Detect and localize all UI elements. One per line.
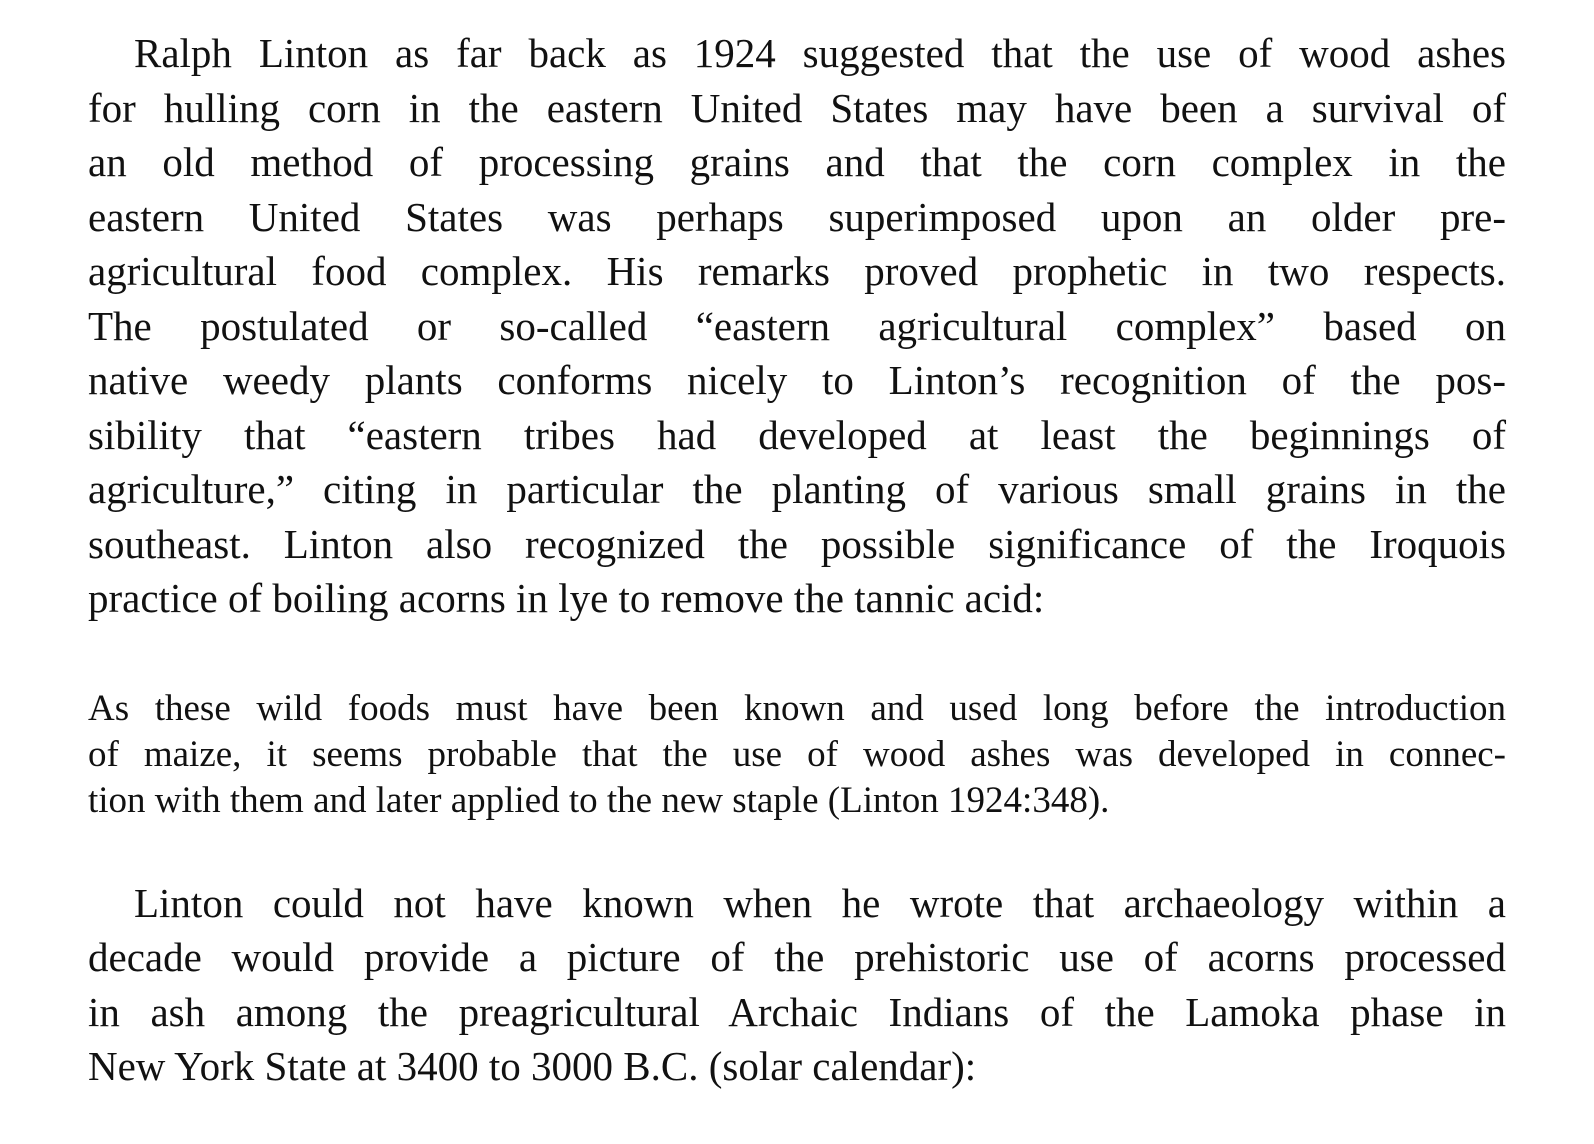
text-line: Linton could not have known when he wrote that archaeology within a [134, 879, 1506, 926]
document-page [88, 26, 1506, 1094]
text-line: eastern United States was perhaps superimposed upon an older pre- [88, 193, 1506, 240]
block-quote [88, 686, 1506, 824]
text-line: decade would provide a picture of the prehistoric use of acorns processed [88, 934, 1506, 980]
text-line: native weedy plants conforms nicely to Linton’s recognition of the pos- [88, 357, 1506, 403]
text-line: in ash among the preagricultural Archaic Indians of the Lamoka phase in [88, 988, 1506, 1035]
quote-line: tion with them and later applied to the new staple (Linton 1924:348). [88, 779, 1110, 821]
text-line: practice of boiling acorns in lye to remove the tannic acid: [88, 575, 1045, 621]
text-line: agriculture,” citing in particular the planting of various small grains in the [88, 466, 1506, 512]
text-line: southeast. Linton also recognized the possible significance of the Iroquois [88, 520, 1506, 567]
text-line: for hulling corn in the eastern United States may have been a survival of [88, 84, 1506, 131]
text-line: Ralph Linton as far back as 1924 suggested that the use of wood ashes [134, 30, 1506, 76]
body-paragraph-2 [88, 876, 1506, 1094]
body-paragraph-1 [88, 26, 1506, 626]
text-line: sibility that “eastern tribes had developed at least the beginnings of [88, 411, 1506, 458]
text-line: New York State at 3400 to 3000 B.C. (solar calendar): [88, 1043, 977, 1089]
quote-line: As these wild foods must have been known and used long before the introduction [88, 687, 1506, 729]
text-line: an old method of processing grains and that the corn complex in the [88, 139, 1506, 185]
text-line: agricultural food complex. His remarks proved prophetic in two respects. [88, 248, 1506, 294]
text-line: The postulated or so-called “eastern agricultural complex” based on [88, 302, 1506, 349]
quote-line: of maize, it seems probable that the use of wood ashes was developed in connec- [88, 733, 1506, 775]
